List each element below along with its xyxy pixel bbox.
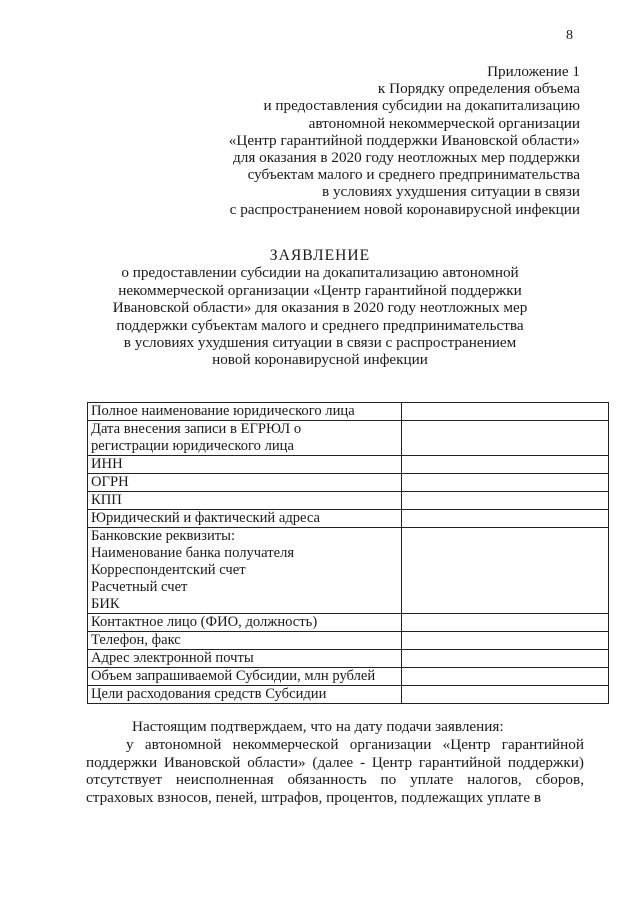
- appendix-line: «Центр гарантийной поддержки Ивановской области»: [228, 131, 580, 149]
- body-text: [86, 718, 584, 807]
- field-value: [402, 614, 609, 632]
- appendix-line: для оказания в 2020 году неотложных мер поддержки: [233, 149, 580, 167]
- body-paragraph-intro: Настоящим подтверждаем, что на дату подачи заявления:: [132, 718, 504, 735]
- field-label-line: Корреспондентский счет: [91, 562, 246, 578]
- field-label: [88, 421, 402, 456]
- field-label-line: Расчетный счет: [91, 579, 188, 595]
- table-row: [88, 510, 609, 528]
- subtitle-line: Ивановской области» для оказания в 2020 году неотложных мер: [112, 299, 528, 317]
- field-label: [88, 403, 402, 421]
- appendix-line: с распространением новой коронавирусной инфекции: [229, 200, 580, 218]
- table-row: [88, 528, 609, 614]
- field-label-line: регистрации юридического лица: [91, 438, 294, 454]
- document-subtitle: [95, 264, 545, 368]
- field-label-line: Наименование банка получателя: [91, 545, 295, 561]
- appendix-line: Приложение 1: [487, 63, 580, 80]
- field-label: [88, 492, 402, 510]
- applicant-info-table: [87, 402, 609, 704]
- field-value: [402, 686, 609, 704]
- field-label-line: Банковские реквизиты:: [91, 528, 235, 544]
- field-value: [402, 474, 609, 492]
- field-value: [402, 510, 609, 528]
- appendix-line: к Порядку определения объема: [377, 80, 580, 98]
- table-row: [88, 686, 609, 704]
- table-row: [88, 474, 609, 492]
- table-row: [88, 456, 609, 474]
- subtitle-line: поддержки субъектам малого и среднего предпринимательства: [116, 316, 524, 334]
- appendix-header: [180, 63, 580, 218]
- field-label-line: Телефон, факс: [91, 632, 181, 648]
- field-label-line: ОГРН: [91, 474, 129, 490]
- field-label-line: Дата внесения записи в ЕГРЮЛ о: [91, 421, 302, 437]
- field-label-line: Объем запрашиваемой Субсидии, млн рублей: [91, 668, 376, 684]
- field-label: [88, 686, 402, 704]
- appendix-line: и предоставления субсидии на докапитализацию: [263, 97, 580, 115]
- subtitle-line: некоммерческой организации «Центр гарантийной поддержки: [118, 281, 522, 299]
- field-label: [88, 650, 402, 668]
- field-value: [402, 632, 609, 650]
- applicant-info-rows: [88, 403, 609, 704]
- field-value: [402, 403, 609, 421]
- field-label-line: КПП: [91, 492, 122, 508]
- field-label: [88, 668, 402, 686]
- subtitle-line: о предоставлении субсидии на докапитализацию автономной: [121, 264, 519, 282]
- field-label: [88, 614, 402, 632]
- table-row: [88, 421, 609, 456]
- field-label-line: Контактное лицо (ФИО, должность): [91, 614, 318, 630]
- field-label-line: Цели расходования средств Субсидии: [91, 686, 327, 702]
- field-label-line: Адрес электронной почты: [91, 650, 254, 666]
- field-value: [402, 456, 609, 474]
- application-title-block: [95, 247, 545, 369]
- field-value: [402, 492, 609, 510]
- field-label: [88, 474, 402, 492]
- page-number: 8: [566, 28, 573, 43]
- field-label-line: Юридический и фактический адреса: [91, 510, 321, 526]
- appendix-line: субъектам малого и среднего предпринимательства: [247, 166, 580, 184]
- field-label-line: БИК: [91, 596, 120, 612]
- field-label: [88, 528, 402, 614]
- field-label: [88, 632, 402, 650]
- appendix-line: в условиях ухудшения ситуации в связи: [321, 183, 580, 201]
- table-row: [88, 614, 609, 632]
- table-row: [88, 403, 609, 421]
- subtitle-line: в условиях ухудшения ситуации в связи с распространением: [123, 334, 517, 352]
- field-label-line: Полное наименование юридического лица: [91, 403, 355, 419]
- field-value: [402, 668, 609, 686]
- field-label-line: ИНН: [91, 456, 123, 472]
- appendix-line: автономной некоммерческой организации: [308, 114, 580, 132]
- document-title: ЗАЯВЛЕНИЕ: [269, 247, 371, 264]
- field-label: [88, 456, 402, 474]
- field-value: [402, 650, 609, 668]
- field-label: [88, 510, 402, 528]
- field-value: [402, 528, 609, 614]
- table-row: [88, 632, 609, 650]
- field-value: [402, 421, 609, 456]
- body-paragraph-statement: у автономной некоммерческой организации «Центр гарантийной поддержки Ивановской области» (далее - Центр гарантийной поддержки) отсутствует неисполненная обязанность по уплате налогов, сборов, страховых взносов, пеней, штрафов, процентов, подлежащих уплате в: [86, 735, 584, 807]
- table-row: [88, 650, 609, 668]
- table-row: [88, 492, 609, 510]
- table-row: [88, 668, 609, 686]
- subtitle-line: новой коронавирусной инфекции: [212, 351, 428, 369]
